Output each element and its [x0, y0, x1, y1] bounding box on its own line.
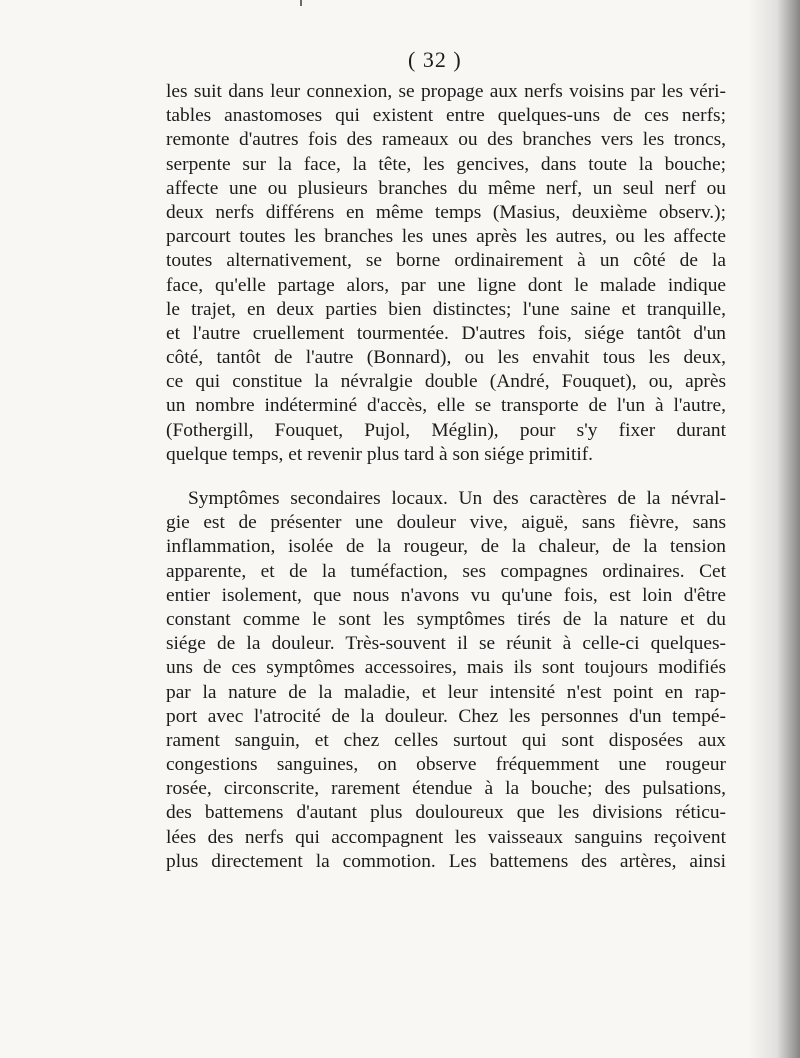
text-line: affecte une ou plusieurs branches du même nerf, un seul nerf ou: [166, 177, 726, 199]
page-number: ( 32 ): [408, 47, 462, 72]
text-line: tables anastomoses qui existent entre quelques-uns de ces nerfs;: [166, 105, 726, 127]
scan-mark: [300, 0, 302, 6]
text-line: ce qui constitue la névralgie double (André, Fouquet), ou, après: [166, 371, 726, 393]
text-line: Symptômes secondaires locaux. Un des caractères de la névral-: [188, 488, 726, 509]
text-line: remonte d'autres fois des rameaux ou des branches vers les troncs,: [166, 129, 726, 151]
text-line: plus directement la commotion. Les battemens des artères, ainsi: [166, 850, 726, 872]
text-line: face, qu'elle partage alors, par une ligne dont le malade indique: [166, 274, 726, 296]
text-line: par la nature de la maladie, et leur intensité n'est point en rap-: [166, 681, 726, 703]
text-line: toutes alternativement, se borne ordinairement à un côté de la: [166, 250, 726, 272]
text-line: apparente, et de la tuméfaction, ses compagnes ordinaires. Cet: [166, 560, 726, 582]
text-line: port avec l'atrocité de la douleur. Chez les personnes d'un tempé-: [166, 705, 726, 727]
text-line: des battemens d'autant plus douloureux que les divisions réticu-: [166, 802, 726, 824]
text-line: entier isolement, que nous n'avons vu qu'une fois, est loin d'être: [166, 584, 726, 606]
text-line: quelque temps, et revenir plus tard à son siége primitif.: [166, 443, 594, 465]
text-line: un nombre indéterminé d'accès, elle se transporte de l'un à l'autre,: [166, 395, 726, 417]
paragraph-2: [166, 487, 726, 874]
text-line: gie est de présenter une douleur vive, aiguë, sans fièvre, sans: [166, 512, 726, 534]
text-line: serpente sur la face, la tête, les gencives, dans toute la bouche;: [166, 153, 726, 175]
text-line: rosée, circonscrite, rarement étendue à la bouche; des pulsations,: [166, 778, 726, 800]
text-line: inflammation, isolée de la rougeur, de la chaleur, de la tension: [166, 536, 726, 558]
text-line: les suit dans leur connexion, se propage aux nerfs voisins par les véri-: [166, 81, 726, 102]
text-line: parcourt toutes les branches les unes après les autres, ou les affecte: [166, 226, 726, 248]
text-line: rament sanguin, et chez celles surtout qui sont disposées aux: [166, 729, 726, 751]
text-line: côté, tantôt de l'autre (Bonnard), ou les envahit tous les deux,: [166, 347, 726, 369]
text-line: constant comme le sont les symptômes tirés de la nature et du: [166, 608, 726, 630]
text-line: lées des nerfs qui accompagnent les vaisseaux sanguins reçoivent: [166, 826, 726, 848]
text-line: et l'autre cruellement tourmentée. D'autres fois, siége tantôt d'un: [166, 322, 726, 344]
text-line: siége de la douleur. Très-souvent il se réunit à celle-ci quelques-: [166, 633, 726, 655]
page-edge-shadow: [748, 0, 800, 1058]
paragraph-1: [166, 80, 726, 467]
text-line: le trajet, en deux parties bien distinctes; l'une saine et tranquille,: [166, 298, 726, 320]
text-line: uns de ces symptômes accessoires, mais ils sont toujours modifiés: [166, 657, 726, 679]
text-line: (Fothergill, Fouquet, Pujol, Méglin), pour s'y fixer durant: [166, 419, 726, 441]
text-line: deux nerfs différens en même temps (Masius, deuxième observ.);: [166, 201, 726, 223]
text-line: congestions sanguines, on observe fréquemment une rougeur: [166, 754, 726, 776]
